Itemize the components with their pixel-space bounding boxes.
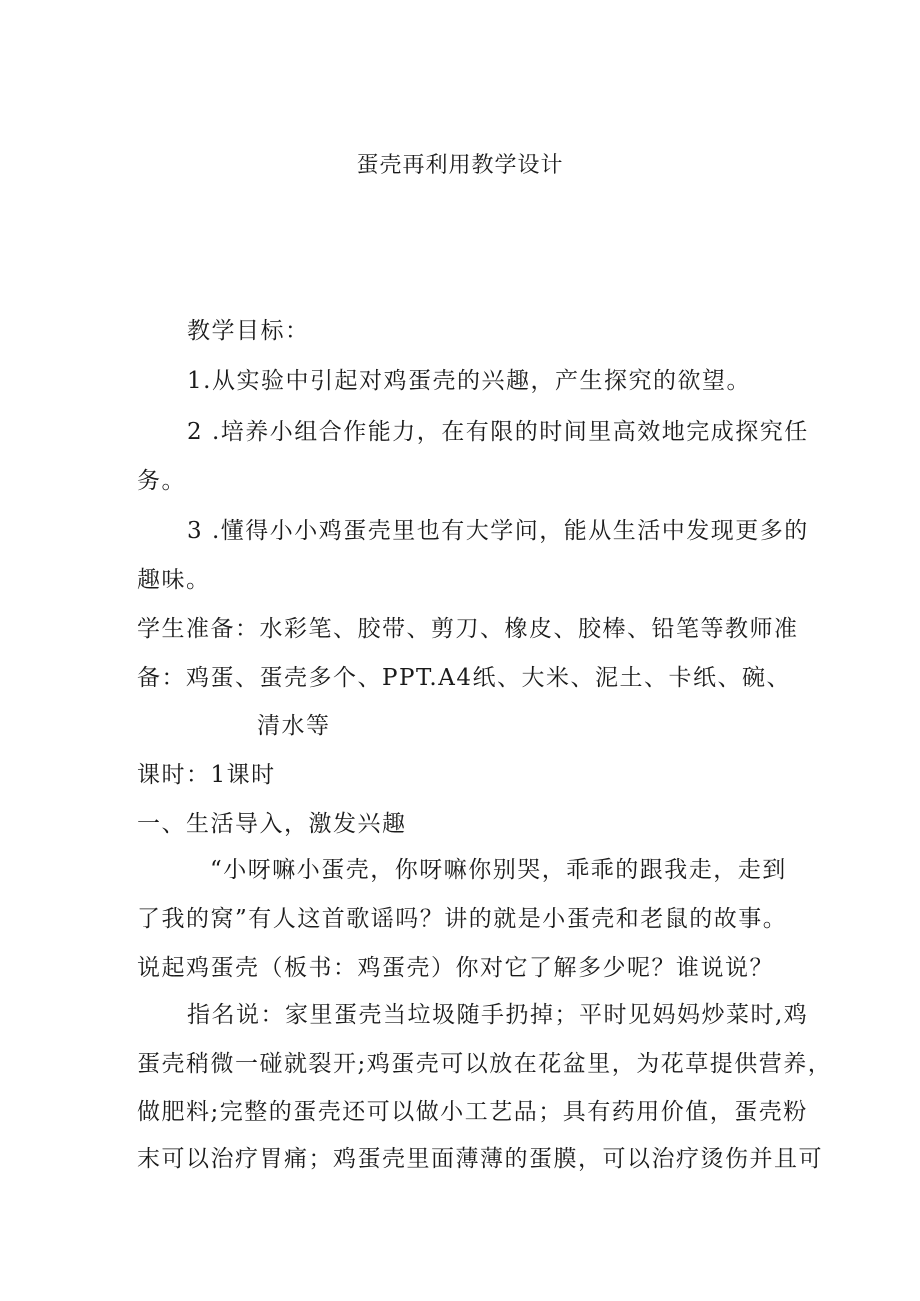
goal-item-2-line-1: 2 .培养小组合作能力，在有限的时间里高效地完成探究任 — [187, 419, 809, 445]
section-1-heading: 一、生活导入，激发兴趣 — [137, 811, 407, 837]
section-1-p1-line-3: 说起鸡蛋壳（板书：鸡蛋壳）你对它了解多少呢？谁说说？ — [137, 955, 774, 981]
goal-item-2-line-2: 务。 — [137, 468, 186, 494]
document-title: 蛋壳再利用教学设计 — [356, 153, 564, 178]
prep-line-3: 清水等 — [257, 713, 331, 739]
prep-line-1: 学生准备：水彩笔、胶带、剪刀、橡皮、胶棒、铅笔等教师准 — [137, 616, 799, 642]
class-hours: 课时：1课时 — [137, 762, 276, 788]
goal-item-3-line-1: 3 .懂得小小鸡蛋壳里也有大学问，能从生活中发现更多的 — [187, 518, 809, 544]
goals-heading: 教学目标： — [187, 318, 310, 344]
section-1-p2-line-2: 蛋壳稍微一碰就裂开;鸡蛋壳可以放在花盆里，为花草提供营养， — [137, 1051, 833, 1077]
section-1-p1-line-2: 了我的窝”有人这首歌谣吗？讲的就是小蛋壳和老鼠的故事。 — [137, 906, 788, 932]
goal-item-1: 1.从实验中引起对鸡蛋壳的兴趣，产生探究的欲望。 — [187, 368, 751, 394]
section-1-p2-line-3: 做肥料;完整的蛋壳还可以做小工艺品；具有药用价值，蛋壳粉 — [137, 1099, 808, 1125]
section-1-p2-line-1: 指名说：家里蛋壳当垃圾随手扔掉；平时见妈妈炒菜时,鸡 — [187, 1002, 809, 1028]
section-1-p1-line-1: “小呀嘛小蛋壳，你呀嘛你别哭，乖乖的跟我走，走到 — [210, 857, 787, 883]
prep-line-2: 备：鸡蛋、蛋壳多个、PPT.A4纸、大米、泥土、卡纸、碗、 — [137, 665, 791, 691]
section-1-p2-line-4: 末可以治疗胃痛；鸡蛋壳里面薄薄的蛋膜，可以治疗烫伤并且可 — [137, 1146, 823, 1172]
goal-item-3-line-2: 趣味。 — [137, 567, 211, 593]
